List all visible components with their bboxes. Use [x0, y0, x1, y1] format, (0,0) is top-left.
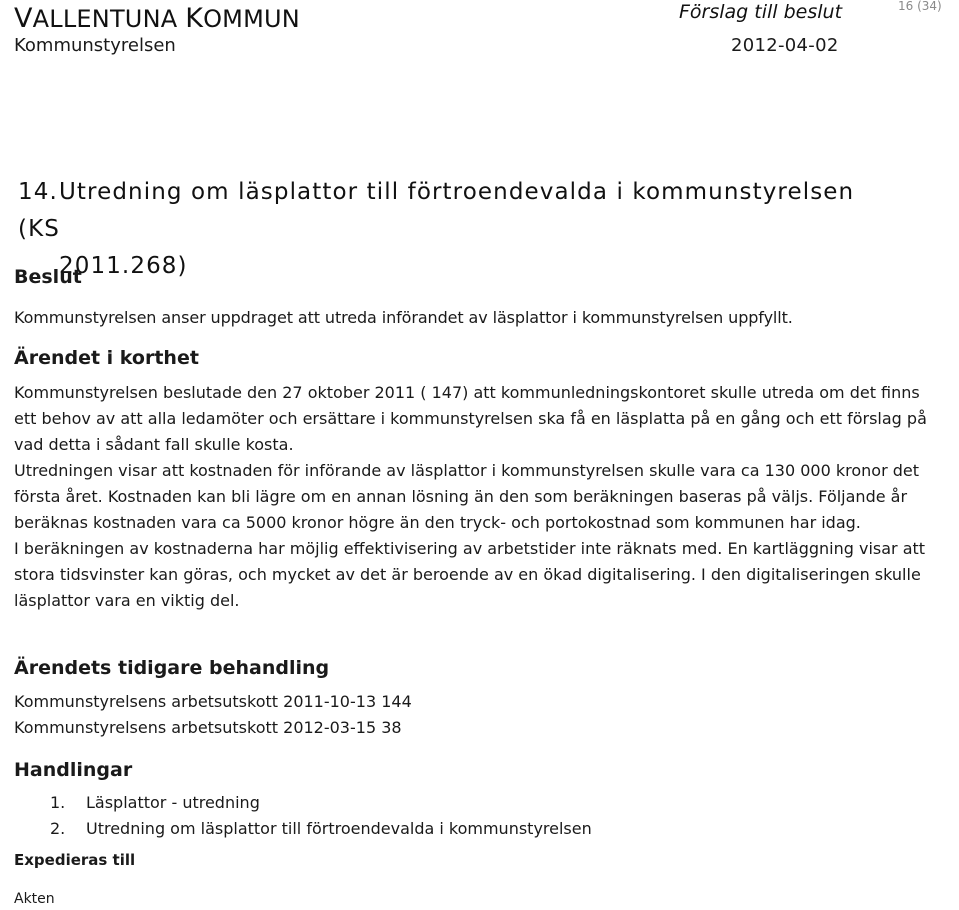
history-heading: Ärendets tidigare behandling	[14, 657, 330, 679]
document-item: 1. Läsplattor - utredning	[50, 790, 592, 816]
document-title: Läsplattor - utredning	[86, 793, 260, 812]
history-entry: Kommunstyrelsens arbetsutskott 2011-10-13 144	[14, 692, 412, 711]
document-status: Förslag till beslut	[679, 1, 843, 23]
org-name-rest: OMMUN	[203, 5, 300, 33]
decision-text: Kommunstyrelsen anser uppdraget att utreda införandet av läsplattor i kommunstyrelsen uppfyllt.	[14, 308, 793, 327]
item-title-line2: 2011.268)	[59, 253, 188, 279]
history-list	[14, 689, 944, 741]
decision-heading: Beslut	[14, 266, 82, 288]
documents-list	[50, 790, 592, 842]
summary-paragraph: Kommunstyrelsen beslutade den 27 oktober 2011 ( 147) att kommunledningskontoret skulle utreda om det finns ett behov av att alla ledamöter och ersättare i kommunstyrelsen ska få en läsplatta på en gång och ett förslag på vad detta i sådant fall skulle kosta.	[14, 383, 927, 454]
dispatch-heading: Expedieras till	[14, 851, 136, 869]
org-name-part: ALLENTUNA	[32, 5, 186, 33]
dispatch-recipient: Akten	[14, 891, 55, 907]
org-initial: V	[14, 3, 33, 34]
org-initial-k: K	[185, 3, 204, 34]
document-date: 2012-04-02	[731, 35, 839, 56]
summary-paragraph: Utredningen visar att kostnaden för införande av läsplattor i kommunstyrelsen skulle vara ca 130 000 kronor det första året. Kostnaden kan bli lägre om en annan lösning än den som beräkningen baseras på väljs. Följande år beräknas kostnaden vara ca 5000 kronor högre än den tryck- och portokostnad som kommunen har idag.	[14, 461, 920, 532]
documents-heading: Handlingar	[14, 759, 133, 781]
item-title-line1: Utredning om läsplattor till förtroendevalda i kommunstyrelsen (KS	[18, 179, 855, 242]
document-title: Utredning om läsplattor till förtroendevalda i kommunstyrelsen	[86, 819, 592, 838]
page-number: 16 (34)	[898, 0, 942, 13]
item-title	[18, 174, 898, 285]
summary-paragraph: I beräkningen av kostnaderna har möjlig effektivisering av arbetstider inte räknats med. En kartläggning visar att stora tidsvinster kan göras, och mycket av det är beroende av en ökad digitalisering. I den digitaliseringen skulle läsplattor vara en viktig del.	[14, 539, 926, 610]
summary-body	[14, 380, 944, 614]
history-entry: Kommunstyrelsens arbetsutskott 2012-03-15 38	[14, 718, 402, 737]
committee-name: Kommunstyrelsen	[14, 35, 176, 56]
organization-name	[14, 3, 300, 34]
summary-heading: Ärendet i korthet	[14, 347, 199, 369]
document-item: 2. Utredning om läsplattor till förtroendevalda i kommunstyrelsen	[50, 816, 592, 842]
item-number: 14.	[18, 179, 58, 205]
